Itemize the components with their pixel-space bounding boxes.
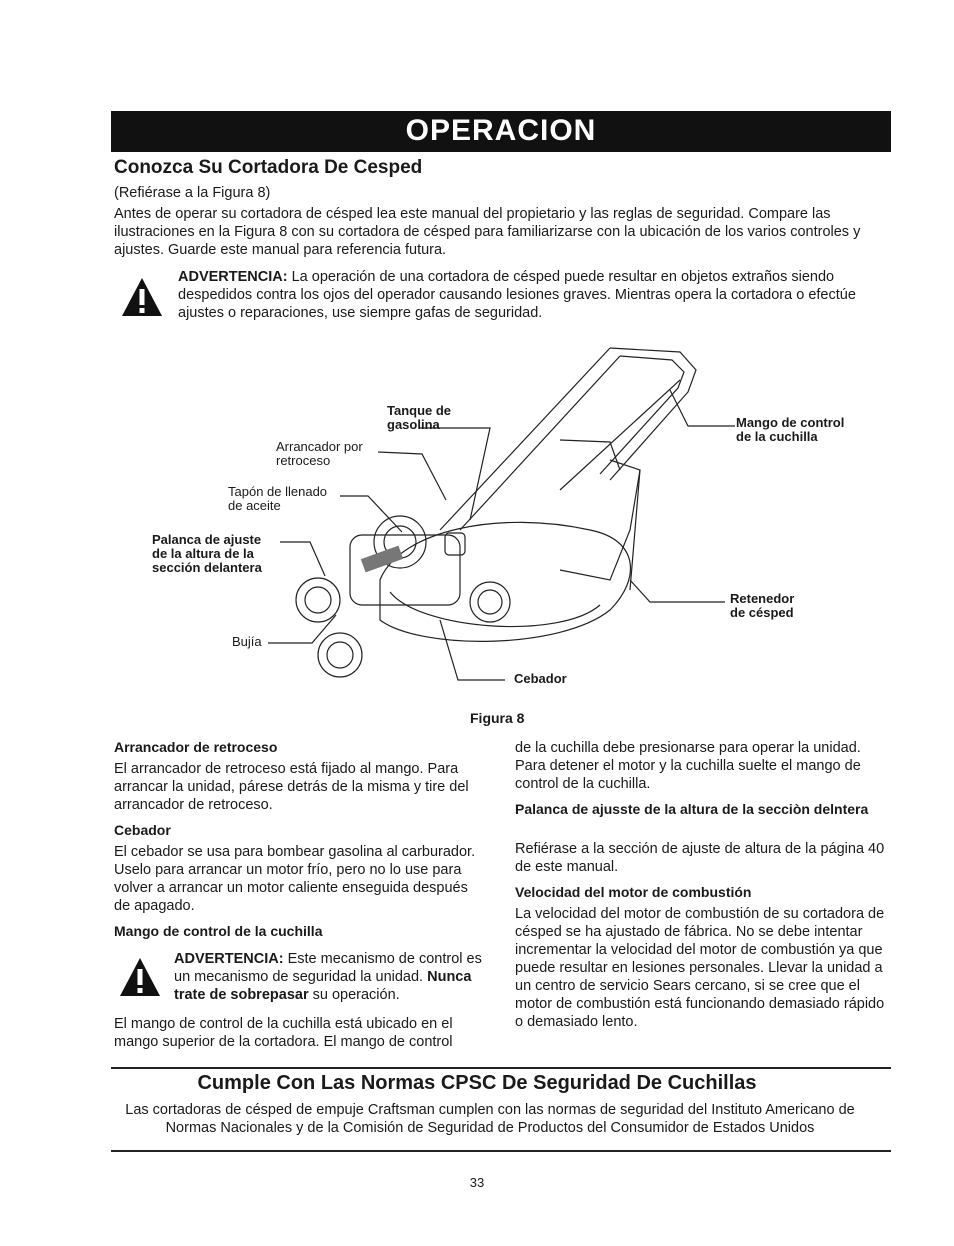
text-velocidad: La velocidad del motor de combustión de su cortadora de césped se ha ajustado de fábrica. No se debe intentar incrementar la velocidad del motor de combustión ya que puede resultar en lesiones personales. Llevar la unidad a un centro de servicio Sears cercano, si se cree que el motor de combustión está funcionando demasiado rápido o demasiado lento. [515,906,885,1030]
mango-warning-tail: su operación. [312,987,400,1003]
text-palanca: Refiérase a la sección de ajuste de altura de la página 40 de este manual. [515,841,885,875]
intro-paragraph: Antes de operar su cortadora de césped lea este manual del propietario y las reglas de seguridad. Compare las ilustraciones en la Figura 8 con su cortadora de césped para familiarizarse con la ubicación de los varios controles y ajustes. Guarde este manual para referencia futura. [114,206,861,258]
text-mango-cont: de la cuchilla debe presionarse para operar la unidad. Para detener el motor y la cuchilla suelte el mango de control de la cuchilla. [515,740,861,792]
label-cebador: Cebador [514,671,567,686]
mango-warning [174,950,484,1004]
warning-triangle-icon [120,276,164,318]
cpsc-text: Las cortadoras de césped de empuje Craftsman cumplen con las normas de seguridad del Instituto Americano de Normas Nacionales y de la Comisión de Seguridad de Productos del Consumidor de Estados Unidos [125,1102,855,1136]
label-arrancador: Arrancador por retroceso [276,439,363,468]
warning-label: ADVERTENCIA: [178,269,288,285]
label-tapon: Tapón de llenado de aceite [228,484,328,513]
lawnmower-diagram [140,330,900,700]
top-divider [111,1067,891,1069]
section-title: Conozca Su Cortadora De Cesped [114,157,423,178]
text-mango: El mango de control de la cuchilla está ubicado en el mango superior de la cortadora. El mango de control [114,1016,453,1050]
figure-caption: Figura 8 [470,710,525,726]
heading-palanca: Palanca de ajusste de la altura de la secciòn delntera [515,801,869,817]
section-banner [111,111,891,152]
heading-arrancador: Arrancador de retroceso [114,739,278,755]
page-number: 33 [469,1175,485,1190]
label-tanque: Tanque de gasolina [387,403,452,432]
mango-warning-text: Este mecanismo de control es un mecanismo de seguridad la unidad. [174,951,482,985]
label-palanca: Palanca de ajuste de la altura de la sección delantera [152,532,262,575]
heading-cebador: Cebador [114,822,171,838]
figure-reference: (Refiérase a la Figura 8) [114,185,271,201]
heading-velocidad: Velocidad del motor de combustión [515,884,752,900]
main-warning [178,268,893,322]
mango-warning-label: ADVERTENCIA: [174,951,284,967]
label-retenedor: Retenedor de césped [730,591,795,620]
cpsc-title: Cumple Con Las Normas CPSC De Seguridad De Cuchillas [197,1072,757,1094]
mango-warning-bold: Nunca trate de sobrepasar [174,969,472,1003]
text-cebador: El cebador se usa para bombear gasolina al carburador. Uselo para arrancar un motor frío, pero no lo use para volver a arrancar un motor caliente enseguida después de apagado. [114,844,476,914]
heading-mango: Mango de control de la cuchilla [114,923,323,939]
label-mango: Mango de control de la cuchilla [736,415,845,444]
warning-text: La operación de una cortadora de césped puede resultar en objetos extraños siendo despedidos contra los ojos del operador causando lesiones graves. Mientras opera la cortadora o efectúe ajustes o reparaciones, use siempre gafas de seguridad. [178,269,856,321]
label-bujia: Bujía [232,634,262,649]
text-arrancador: El arrancador de retroceso está fijado al mango. Para arrancar la unidad, párese detrás de la misma y tire del arrancador de retroceso. [114,761,469,813]
banner-title: OPERACION [405,114,597,147]
bottom-divider [111,1150,891,1152]
warning-triangle-icon-small [118,956,162,998]
